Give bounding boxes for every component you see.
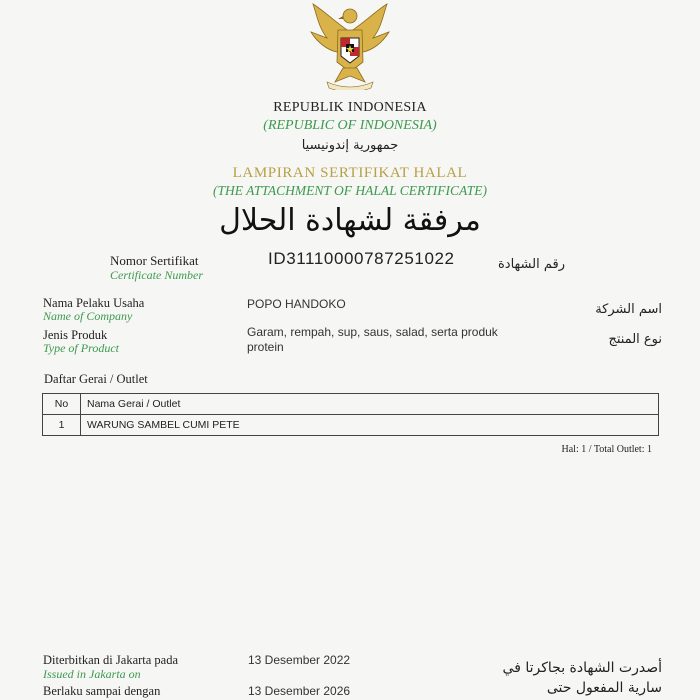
column-header-outlet-name: Nama Gerai / Outlet	[81, 394, 659, 415]
document-title-ar: مرفقة لشهادة الحلال	[219, 203, 481, 238]
issued-label-en: Issued in Jakarta on	[43, 667, 141, 681]
valid-until-label: Berlaku sampai dengan	[43, 684, 161, 698]
document-title: LAMPIRAN SERTIFIKAT HALAL	[232, 165, 468, 181]
outlet-row-number: 1	[43, 415, 81, 436]
company-label: Nama Pelaku Usaha	[43, 296, 145, 310]
table-header-row	[43, 394, 659, 415]
valid-until-label-ar: سارية المفعول حتى	[546, 680, 662, 696]
garuda-emblem-icon	[305, 2, 395, 90]
company-label-ar: اسم الشركة	[595, 302, 662, 317]
issued-label-ar: أصدرت الشهادة بجاكرتا في	[502, 660, 662, 676]
outlet-page-info: Hal: 1 / Total Outlet: 1	[561, 444, 652, 455]
product-label-en: Type of Product	[43, 341, 119, 355]
outlet-list-title: Daftar Gerai / Outlet	[44, 372, 148, 386]
certificate-number-label-en: Certificate Number	[110, 268, 203, 282]
product-label-ar: نوع المنتج	[608, 332, 662, 347]
certificate-number-label: Nomor Sertifikat	[110, 253, 199, 268]
product-label: Jenis Produk	[43, 328, 108, 342]
product-value-line2: protein	[247, 340, 284, 354]
certificate-number-value: ID31110000787251022	[268, 249, 455, 268]
product-value-line1: Garam, rempah, sup, saus, salad, serta produk	[247, 325, 498, 339]
outlet-table	[42, 393, 659, 436]
document-title-en: (THE ATTACHMENT OF HALAL CERTIFICATE)	[212, 183, 488, 198]
table-row	[43, 415, 659, 436]
issued-date: 13 Desember 2022	[248, 653, 351, 667]
outlet-row-name: WARUNG SAMBEL CUMI PETE	[81, 415, 659, 436]
company-value: POPO HANDOKO	[247, 297, 346, 311]
certificate-number-label-ar: رقم الشهادة	[498, 257, 565, 272]
company-label-en: Name of Company	[43, 309, 133, 323]
column-header-no: No	[43, 394, 81, 415]
country-title: REPUBLIK INDONESIA	[273, 100, 427, 115]
country-title-ar: جمهورية إندونيسيا	[301, 138, 399, 153]
country-title-en: (REPUBLIC OF INDONESIA)	[263, 118, 437, 133]
issued-label: Diterbitkan di Jakarta pada	[43, 653, 179, 667]
valid-until-date: 13 Desember 2026	[248, 684, 351, 698]
